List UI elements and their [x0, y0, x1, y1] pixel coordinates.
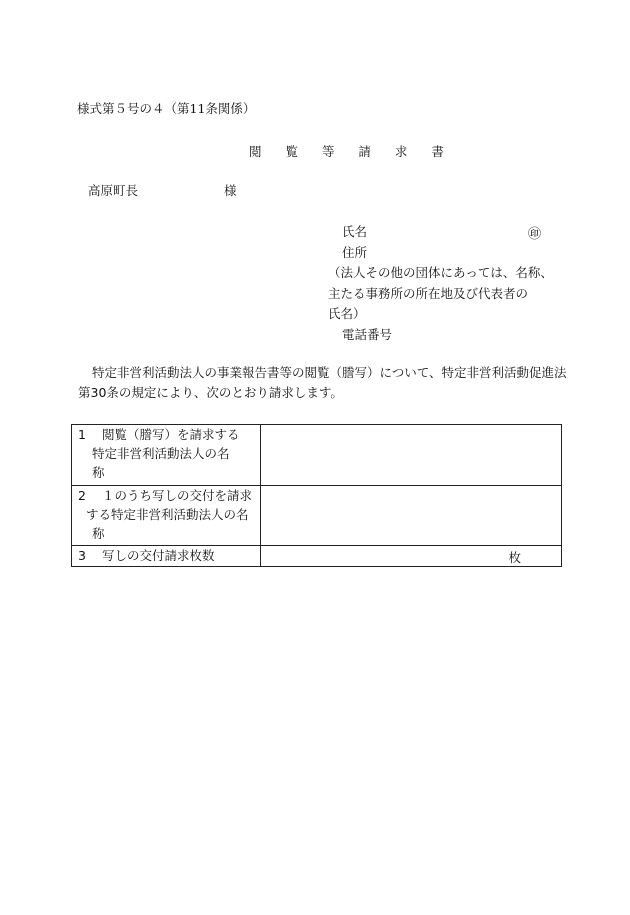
row-1-number: 1 — [78, 427, 86, 442]
copy-corporation-name-field[interactable] — [261, 486, 562, 546]
form-number: 様式第５号の４（第11条関係） — [77, 101, 256, 116]
applicant-name-label: 氏名 — [342, 224, 368, 239]
table-row — [72, 425, 562, 486]
corp-note-line-2: 主たる事務所の所在地及び代表者の — [328, 285, 529, 301]
row-2-number: 2 — [78, 488, 86, 503]
row-2-label — [72, 486, 261, 546]
request-statement: 特定非営利活動法人の事業報告書等の閲覧（謄写）について、特定非営利活動促進法第30条の規定により、次のとおり請求します。 — [78, 365, 567, 400]
row-2-label-line-3: 称 — [92, 526, 105, 541]
row-3-label — [72, 546, 261, 567]
addressee-name: 高原町長 — [88, 183, 139, 198]
applicant-block — [328, 222, 553, 345]
addressee-honorific: 様 — [224, 183, 237, 198]
row-2-label-line-2: する特定非営利活動法人の名 — [86, 507, 249, 522]
row-1-label-line-1: 閲覧（謄写）を請求する — [102, 427, 240, 442]
seal-icon: ㊞ — [528, 227, 542, 242]
row-1-label — [72, 425, 261, 486]
table-row — [72, 546, 562, 567]
corporation-name-field[interactable] — [261, 425, 562, 486]
row-1-label-line-3: 称 — [92, 465, 105, 480]
sheet-unit-label: 枚 — [508, 550, 521, 565]
row-3-number: 3 — [78, 548, 86, 563]
corp-note-line-1: （法人その他の団体にあっては、名称、 — [328, 265, 553, 280]
corp-note-line-3: 氏名） — [328, 306, 366, 321]
applicant-address-label: 住所 — [342, 244, 368, 260]
row-2-label-line-1: １のうち写しの交付を請求 — [102, 488, 253, 503]
document-title: 閲 覧 等 請 求 書 — [249, 144, 454, 159]
table-row — [72, 486, 562, 546]
request-table — [71, 424, 562, 567]
applicant-phone-label: 電話番号 — [342, 326, 393, 342]
copy-count-field[interactable] — [261, 546, 562, 567]
row-3-label-line-1: 写しの交付請求枚数 — [102, 548, 215, 563]
row-1-label-line-2: 特定非営利活動法人の名 — [92, 446, 230, 461]
